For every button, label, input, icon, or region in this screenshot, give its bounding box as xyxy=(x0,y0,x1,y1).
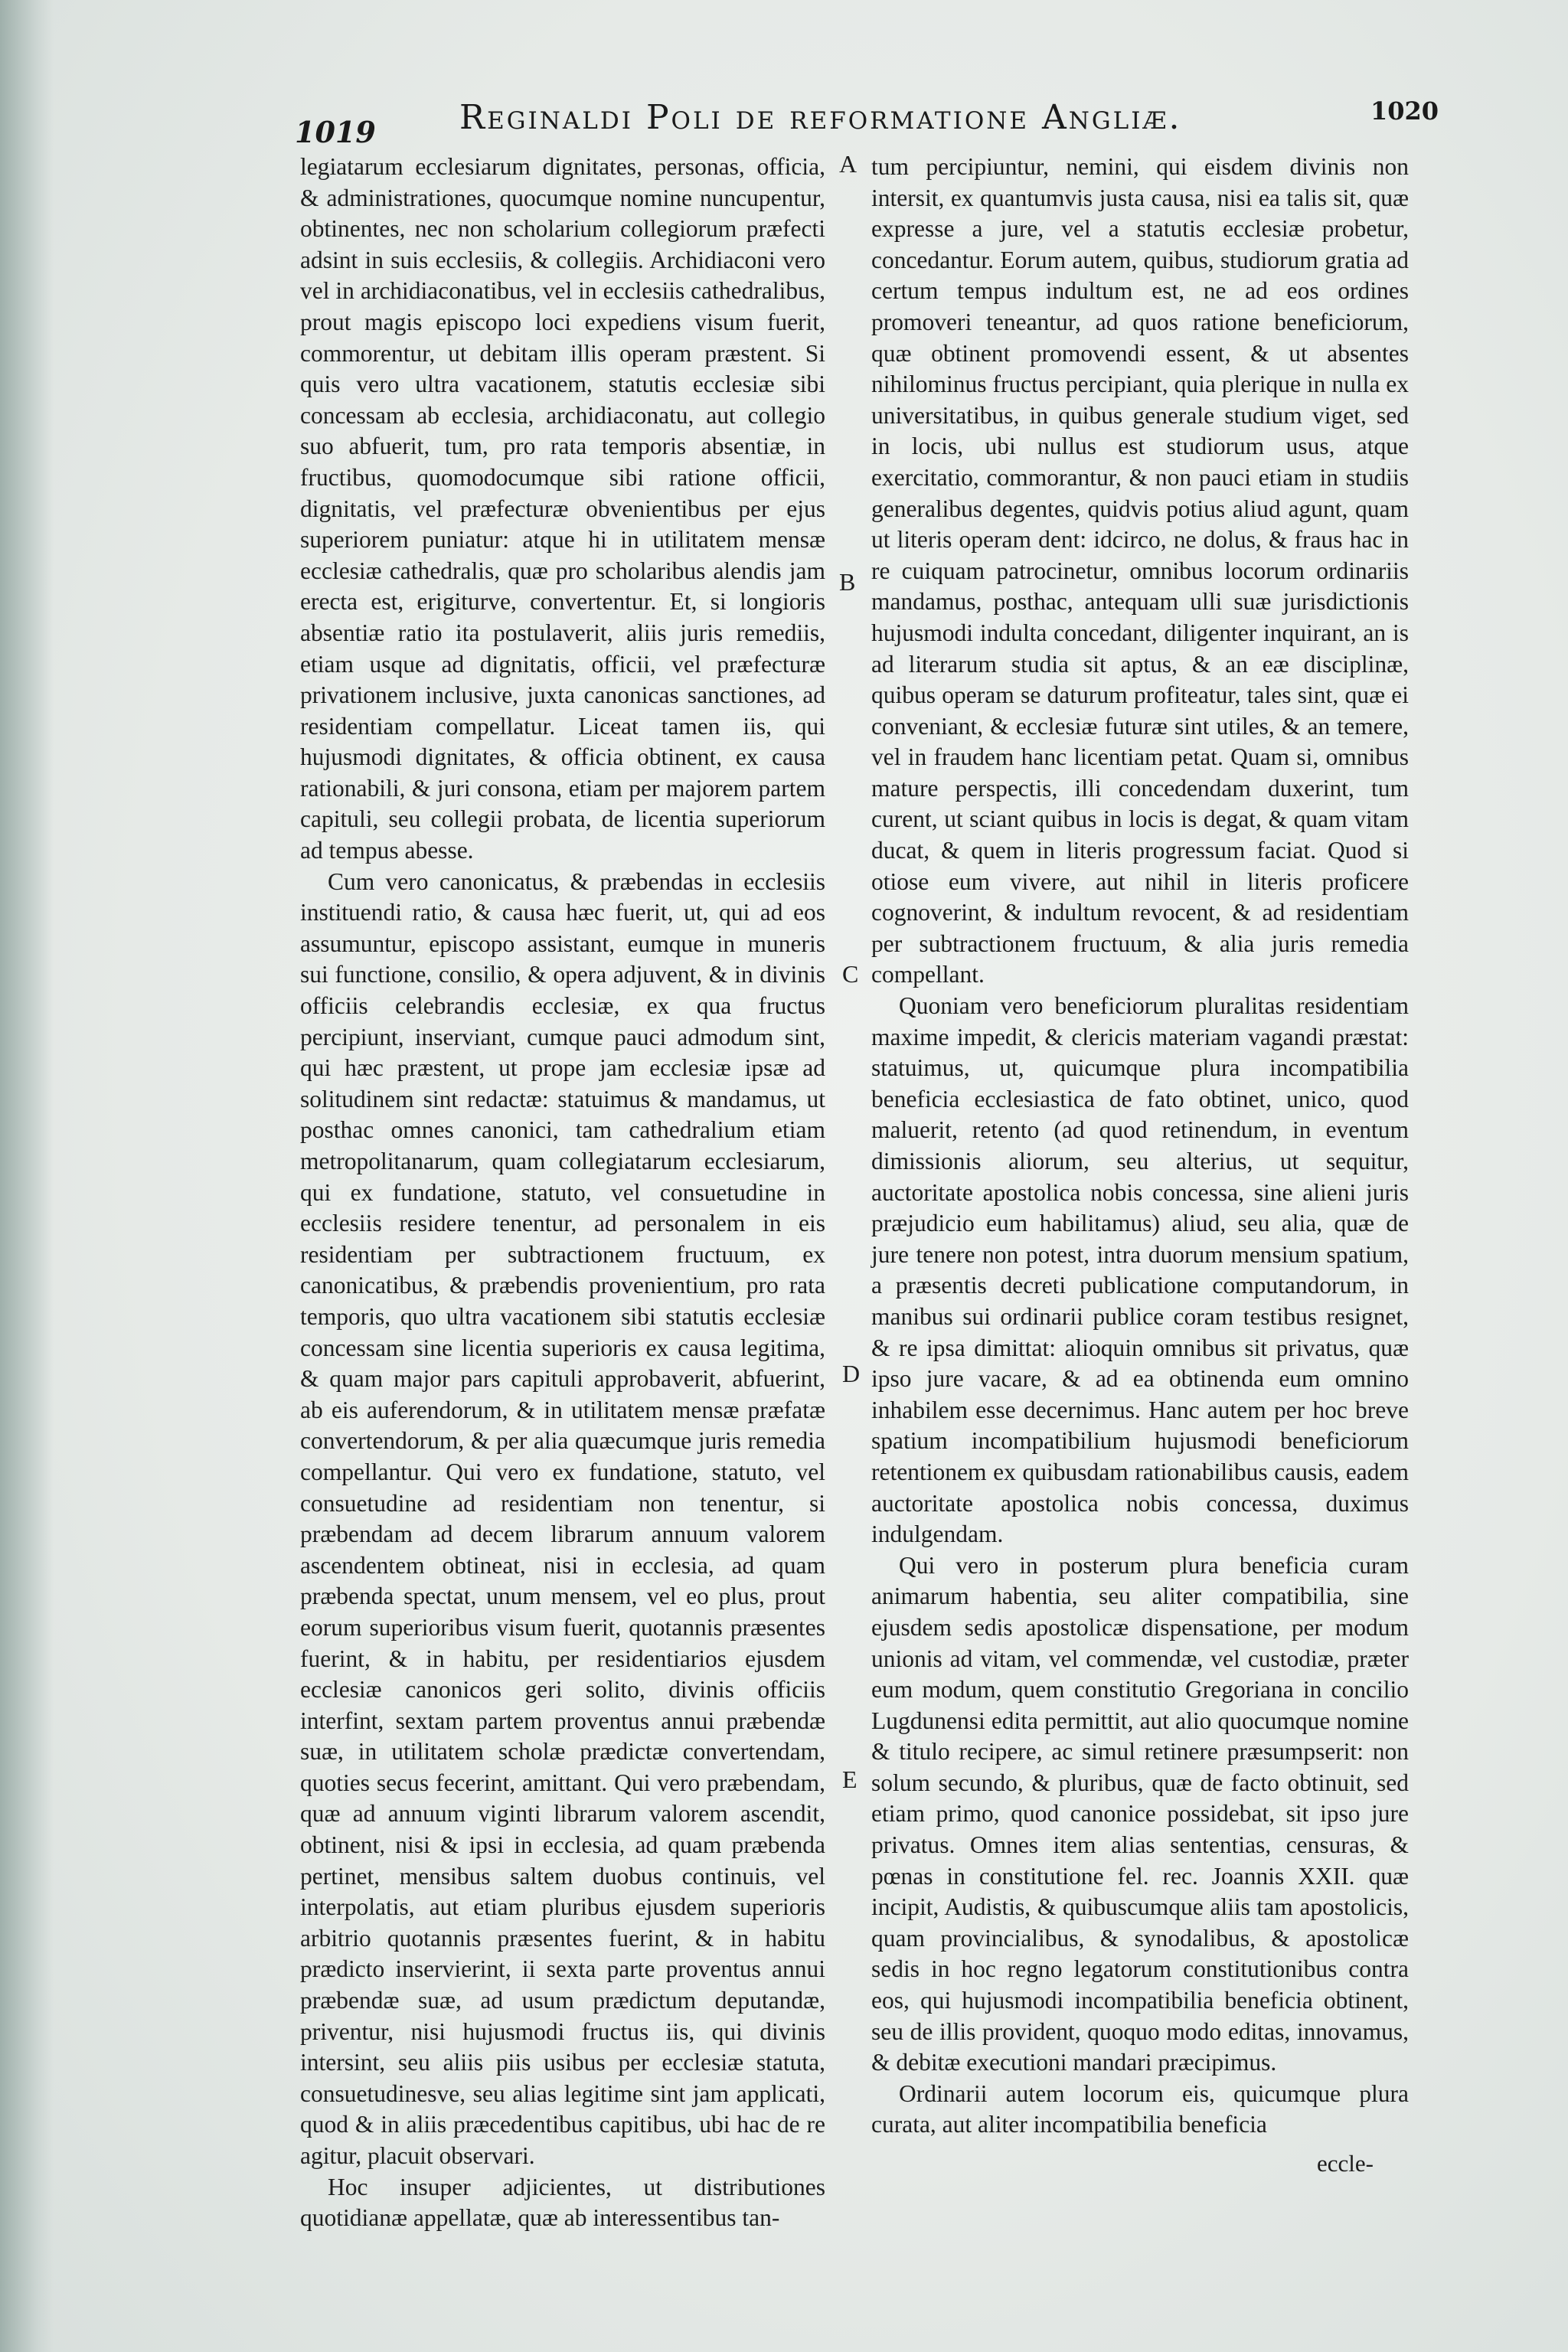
section-marker-c: C xyxy=(842,960,859,988)
catchword: eccle- xyxy=(1317,2150,1374,2177)
paragraph: Hoc insuper adjicientes, ut distributiones quotidianæ appellatæ, quæ ab interessentibus tan- xyxy=(300,2173,825,2232)
section-marker-a: A xyxy=(839,150,858,178)
paragraph: Qui vero in posterum plura beneficia curam animarum habentia, seu aliter compatibilia, sine ejusdem sedis apostolicæ dispensatione, per modum unionis ad vitam, vel commendæ, vel custodiæ, præter eum modum, quem constitutio Gregoriana in concilio Lugdunensi edita permittit, aut alio quocumque nomine & titulo recipere, ac simul retinere præsumpserit: non solum secundo, & pluribus, quæ de facto obtinuit, sed etiam primo, quod canonice possidebat, sit ipso jure privatus. Omnes item alias sententias, censuras, & pœnas in constitutione fel. rec. Joannis XXII. quæ incipit, Audistis, & quibuscumque aliis tam apostolicis, quam provincialibus, & synodalibus, & apostolicæ sedis in hoc regno legatorum constitutionibus contra eos, qui hujusmodi incompatibilia beneficia obtinent, seu de illis provident, quoquo modo editas, innovamus, & debitæ executioni mandari præcipimus. xyxy=(871,1551,1409,2076)
section-marker-e: E xyxy=(842,1766,858,1793)
section-marker-d: D xyxy=(842,1360,861,1387)
page-number-right: 1020 xyxy=(1370,96,1439,126)
paragraph: legiatarum ecclesiarum dignitates, personas, officia, & administrationes, quocumque nomine nuncupentur, obtinentes, nec non scholarium collegiorum præfecti adsint in suis ecclesiis, & collegiis. Archidiaconi vero vel in archidiaconatibus, vel in ecclesiis cathedralibus, prout magis episcopo loci expediens visum fuerit, commorentur, ut debitam illis operam præstent. Si quis vero ultra vacationem, statutis ecclesiæ sibi concessam ab ecclesia, archidiaconatu, aut collegio suo abfuerit, tum, pro rata temporis absentiæ, in fructibus, quomodocumque sibi ratione officii, dignitatis, vel præfecturæ obvenientibus per ejus superiorem puniatur: atque hi in utilitatem mensæ ecclesiæ cathedralis, quæ pro scholaribus alendis jam erecta est, erigiturve, convertentur. Et, si longioris absentiæ ratio ita postulaverit, aliis juris remediis, etiam usque ad dignitatis, officii, vel præfecturæ privationem inclusive, juxta canonicas sanctiones, ad residentiam compellatur. Liceat tamen iis, qui hujusmodi dignitates, & officia obtinent, ex causa rationabili, & juri consona, etiam per majorem partem capituli, seu collegii probata, de licentia superiorum ad tempus abesse. xyxy=(300,153,825,864)
left-column xyxy=(300,152,825,2234)
paragraph: Quoniam vero beneficiorum pluralitas residentiam maxime impedit, & clericis materiam vagandi præstat: statuimus, ut, quicumque plura incompatibilia beneficia ecclesiastica de fato obtinet, unico, quod maluerit, retento (ad quod retinendum, in eventum dimissionis aliorum, seu alterius, ut sequitur, auctoritate apostolica nobis concessa, sine alieni juris præjudicio eum habilitamus) aliud, seu alia, quæ de jure tenere non potest, intra duorum mensium spatium, a præsentis decreti publicatione computandorum, in manibus sui ordinarii publice coram testibus resignet, & re ipsa dimittat: alioquin omnibus sit privatus, quæ ipso jure vacare, & ad ea obtinenda eum omnino inhabilem esse decernimus. Hanc autem per hoc breve spatium incompatibilium hujusmodi beneficiorum retentionem ex quibusdam rationabilibus causis, eadem auctoritate apostolica nobis concessa, duximus indulgendam. xyxy=(871,992,1409,1548)
paragraph: Cum vero canonicatus, & præbendas in ecclesiis instituendi ratio, & causa hæc fuerit, ut, qui ad eos assumuntur, episcopo assistant, eumque in muneris sui functione, consilio, & opera adjuvent, & in divinis officiis celebrandis ecclesiæ, ex qua fructus percipiunt, inserviant, cumque pauci admodum sint, qui hæc præstent, ut prope jam ecclesiæ ipsæ ad solitudinem sint redactæ: statuimus & mandamus, ut posthac omnes canonici, tam cathedralium etiam metropolitanarum, quam collegiatarum ecclesiarum, qui ex fundatione, statuto, vel consuetudine in ecclesiis residere tenentur, ad personalem in eis residentiam per subtractionem fructuum, ex canonicatibus, & præbendis provenientium, pro rata temporis, quo ultra vacationem sibi statutis ecclesiæ concessam sine licentia superioris ex causa legitima, & quam major pars capituli approbaverit, abfuerint, ab eis auferendorum, & in utilitatem mensæ præfatæ convertendorum, & per alia quæcumque juris remedia compellantur. Qui vero ex fundatione, statuto, vel consuetudine ad residentiam non tenentur, si præbendam ad decem librarum annuum valorem ascendentem obtineat, nisi in ecclesia, ad quam præbenda spectat, unum mensem, vel eo plus, prout eorum superioribus visum fuerit, quotannis præsentes fuerint, & in habitu, per residentiarios ejusdem ecclesiæ canonicos geri solito, divinis officiis interfint, sextam partem proventus annui præbendæ suæ, in utilitatem scholæ prædictæ convertendam, quoties secus fecerint, amittant. Qui vero præbendam, quæ ad annuum viginti librarum valorem ascendit, obtinent, nisi & ipsi in ecclesia, ad quam præbenda pertinet, mensibus saltem duobus continuis, vel interpolatis, aut etiam pluribus ejusdem superioris arbitrio quotannis præsentes fuerint, & in habitu prædicto inservierint, ii sexta parte proventus annui præbendæ suæ, ad usum prædictum deputandæ, priventur, nisi hujusmodi fructus iis, qui divinis intersint, seu aliis piis usibus per ecclesiæ statuta, consuetudinesve, seu alias legitime sint jam applicati, quod & in aliis præcedentibus capitibus, ubi hac de re agitur, placuit observari. xyxy=(300,867,825,2169)
right-column xyxy=(871,152,1409,2141)
section-marker-b: B xyxy=(839,568,856,596)
page-number-left: 1019 xyxy=(295,115,376,149)
binding-gutter xyxy=(0,0,54,2352)
paragraph: Ordinarii autem locorum eis, quicumque plura curata, aut aliter incompatibilia beneficia xyxy=(871,2079,1409,2138)
running-title: Reginaldi Poli de reformatione Angliæ. xyxy=(459,98,1182,137)
paragraph: tum percipiuntur, nemini, qui eisdem divinis non intersit, ex quantumvis justa causa, nisi ea talis sit, quæ expresse a jure, vel a statutis ecclesiæ probetur, concedantur. Eorum autem, quibus, studiorum gratia ad certum tempus indultum est, ne ad eos ordines promoveri teneantur, ad quos ratione beneficiorum, quæ obtinent promovendi essent, & ut absentes nihilominus fructus percipiant, quia plerique in nulla ex universitatibus, in quibus generale studium viget, sed in locis, ubi nullus est studiorum usus, atque exercitatio, commorantur, & non pauci etiam in studiis generalibus degentes, quidvis potius aliud agunt, quam ut literis operam dent: idcirco, ne dolus, & fraus hac in re cuiquam patrocinetur, omnibus locorum ordinariis mandamus, posthac, antequam ulli suæ jurisdictionis hujusmodi indulta concedant, diligenter inquirant, an is ad literarum studia sit aptus, & an eæ disciplinæ, quibus operam se daturum profiteatur, tales sint, quæ ei conveniant, & ecclesiæ futuræ sint utiles, & an temere, vel in fraudem hanc licentiam petat. Quam si, omnibus mature perspectis, illi concedendam duxerint, tum curent, ut sciant quibus in locis is degat, & quam vitam ducat, & quem in literis progressum faciat. Quod si otiose eum vivere, aut nihil in literis proficere cognoverint, & indultum revocent, & ad residentiam per subtractionem fructuum, & alia juris remedia compellant. xyxy=(871,153,1409,988)
